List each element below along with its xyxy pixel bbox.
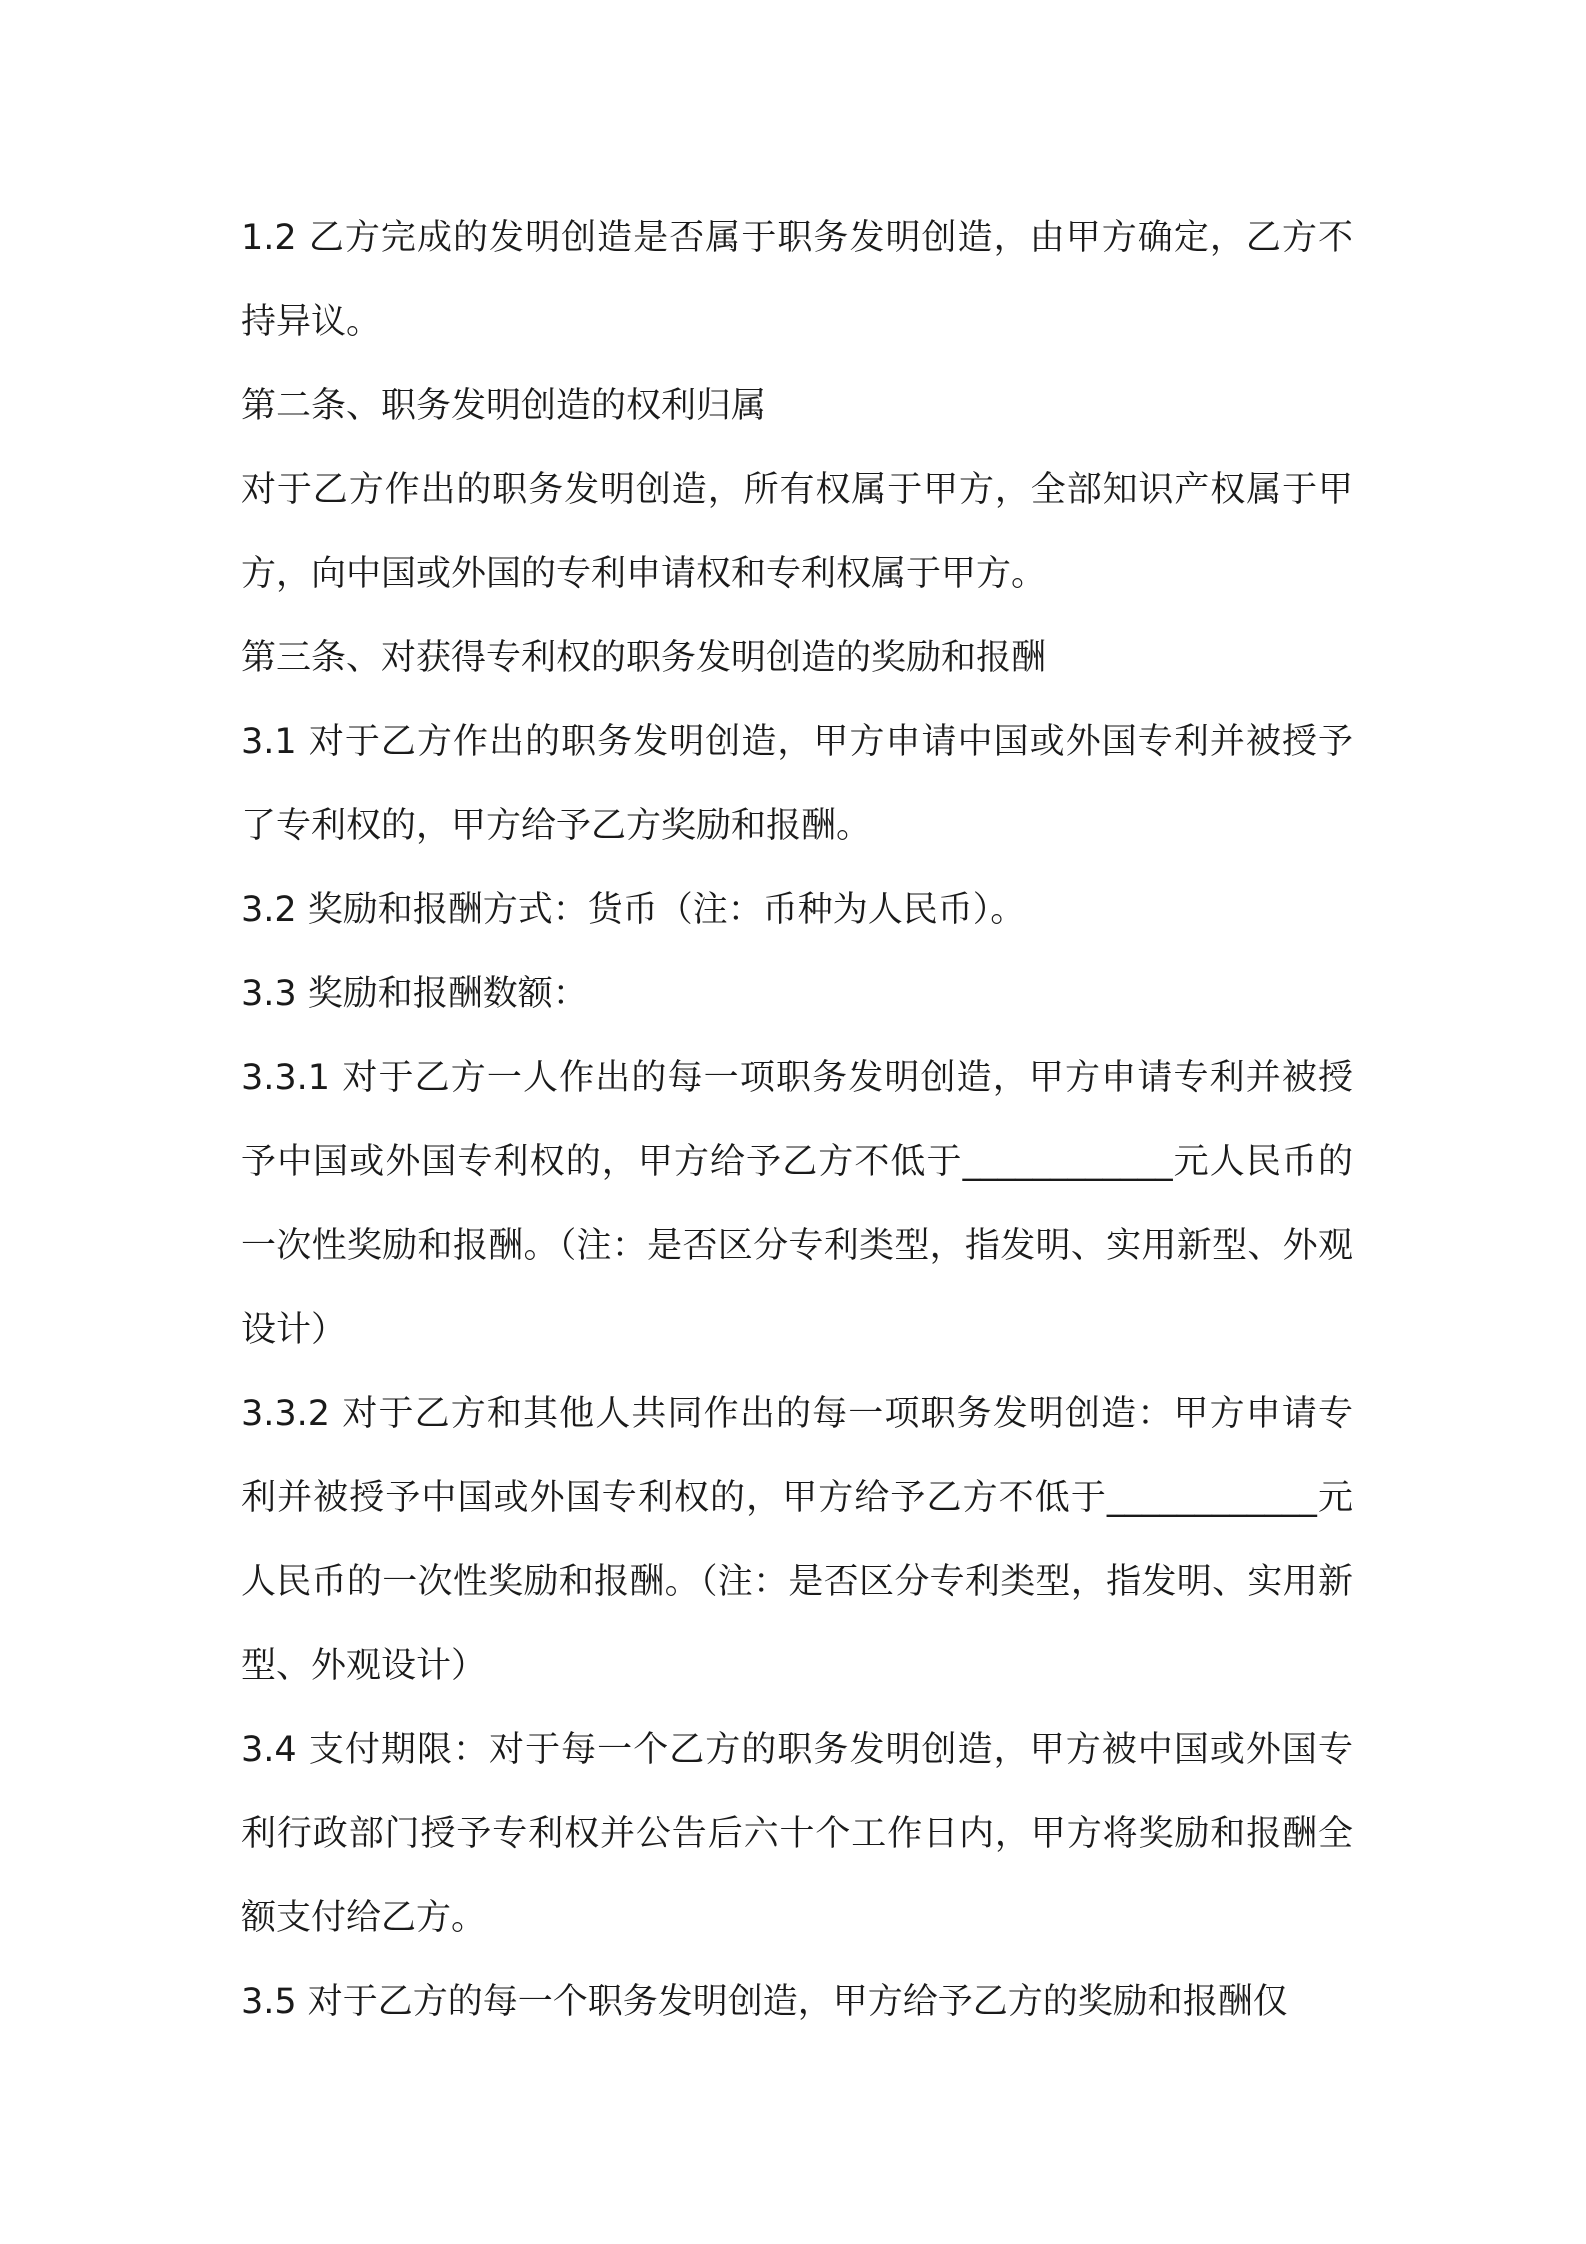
clause-3-1: 3.1 对于乙方作出的职务发明创造，甲方申请中国或外国专利并被授予了专利权的，甲方给予乙方奖励和报酬。 bbox=[241, 722, 1353, 846]
clause-3-3: 3.3 奖励和报酬数额： bbox=[241, 974, 588, 1014]
clause-3-3-1: 3.3.1 对于乙方一人作出的每一项职务发明创造，甲方申请专利并被授予中国或外国专利权的，甲方给予乙方不低于____________元人民币的一次性奖励和报酬。（注：是否区分专利类型，指发明、实用新型、外观设计） bbox=[241, 1058, 1353, 1350]
clause-1-2: 1.2 乙方完成的发明创造是否属于职务发明创造，由甲方确定，乙方不持异议。 bbox=[241, 218, 1353, 342]
clause-3-4: 3.4 支付期限：对于每一个乙方的职务发明创造，甲方被中国或外国专利行政部门授予专利权并公告后六十个工作日内，甲方将奖励和报酬全额支付给乙方。 bbox=[241, 1730, 1353, 1938]
clause-3-5: 3.5 对于乙方的每一个职务发明创造，甲方给予乙方的奖励和报酬仅 bbox=[241, 1982, 1288, 2022]
clause-3-3-2: 3.3.2 对于乙方和其他人共同作出的每一项职务发明创造：甲方申请专利并被授予中国或外国专利权的，甲方给予乙方不低于____________元人民币的一次性奖励和报酬。（注：是否区分专利类型，指发明、实用新型、外观设计） bbox=[241, 1394, 1353, 1686]
clause-3-2: 3.2 奖励和报酬方式：货币（注：币种为人民币）。 bbox=[241, 890, 1026, 930]
document-body bbox=[241, 196, 1353, 2044]
article-3-heading: 第三条、对获得专利权的职务发明创造的奖励和报酬 bbox=[241, 638, 1047, 678]
article-2-body: 对于乙方作出的职务发明创造，所有权属于甲方，全部知识产权属于甲方，向中国或外国的专利申请权和专利权属于甲方。 bbox=[241, 470, 1353, 594]
article-2-heading: 第二条、职务发明创造的权利归属 bbox=[241, 386, 767, 426]
